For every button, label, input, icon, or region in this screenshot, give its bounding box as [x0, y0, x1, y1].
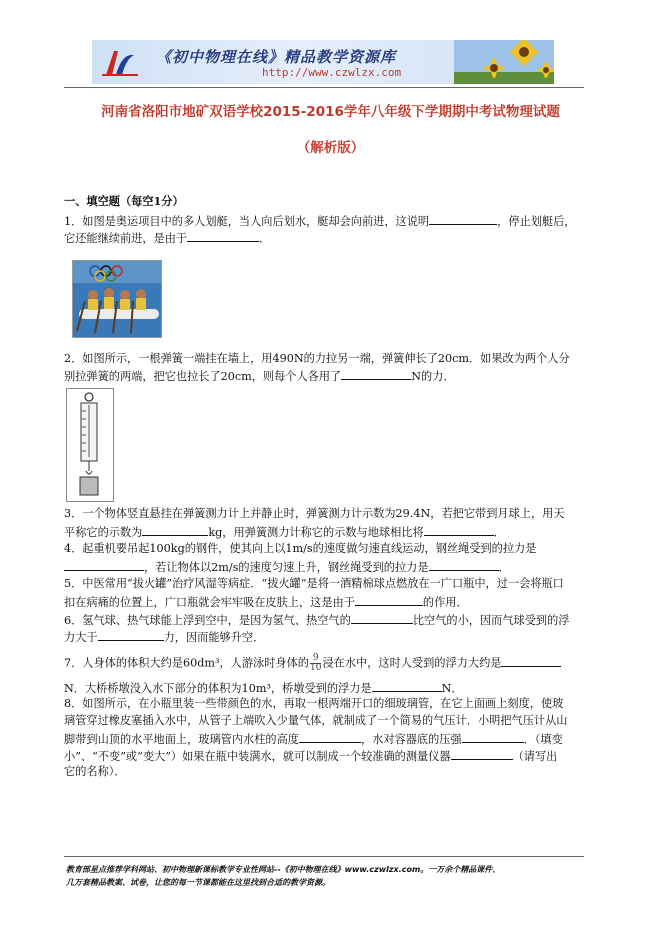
q7-text-b: 浸在水中，这时人受到的浮力大约是 [322, 656, 502, 670]
q5-blank-1[interactable] [355, 594, 423, 606]
question-2-line-1: 2．如图所示，一根弹簧一端挂在墙上，用490N的力拉另一端，弹簧伸长了20cm．如果改为两个人分 [64, 352, 570, 365]
question-8-line-3 [64, 731, 563, 747]
footer-line-1: 教育部星点推荐学科网站、初中物理新课标教学专业性网站--《初中物理在线》www.czwlzx.com。一万余个精品课件、 [66, 865, 501, 874]
q4-text-d: ． [498, 561, 510, 574]
q3-text-c: kg，用弹簧测力计称它的示数与地球相比将 [208, 526, 424, 539]
q6-blank-2[interactable] [98, 629, 164, 641]
question-7-line-2 [64, 680, 463, 696]
q7-blank-1[interactable] [501, 655, 561, 667]
q7-fraction [310, 654, 321, 673]
q7-fraction-denominator: 10 [310, 663, 322, 673]
q5-text-c: 的作用． [422, 596, 468, 609]
q1-text-c: 它还能继续前进，是由于 [64, 232, 188, 245]
q2-text-b: 别拉弹簧的两端，把它也拉长了20cm，则每个人各用了 [64, 370, 342, 383]
header-rule [64, 87, 584, 88]
rowing-boat-photo [72, 260, 162, 338]
section-heading: 一、填空题（每空1分） [64, 194, 184, 208]
question-8-line-5: 它的名称）． [64, 765, 126, 778]
question-8-line-2: 璃管穿过橡皮塞插入水中，从管子上端吹入少量气体，就制成了一个简易的气压计．小明把气压计从山 [64, 714, 568, 727]
q8-blank-1[interactable] [299, 731, 361, 743]
q2-text-c: N的力． [411, 370, 455, 383]
q8-text-g: （请写出 [512, 750, 558, 763]
q4-blank-1[interactable] [64, 559, 144, 571]
q1-blank-2[interactable] [187, 230, 259, 242]
sunflower-image [454, 40, 554, 84]
question-4-line-2 [64, 559, 510, 575]
footer-rule [64, 856, 584, 857]
q7-text-d: N． [441, 682, 463, 695]
q7-fraction-numerator: 9 [310, 654, 321, 664]
question-3-line-2 [64, 524, 505, 540]
question-2-line-2 [64, 368, 455, 384]
q6-text-a: 6．氢气球、热气球能上浮到空中，是因为氢气、热空气的 [64, 614, 351, 627]
question-5-line-2 [64, 594, 468, 610]
question-3-line-1: 3．一个物体竖直悬挂在弹簧测力计上并静止时，弹簧测力计示数为29.4N，若把它带到月球上，用天 [64, 507, 565, 520]
q8-text-f: 小”、“不变”或“变大”）如果在瓶中装满水，就可以制成一个较准确的测量仪器 [64, 750, 451, 763]
q6-text-d: 力，因而能够升空． [163, 631, 265, 644]
q1-text-b: ，停止划艇后， [497, 215, 576, 228]
q3-text-b: 平称它的示数为 [64, 526, 143, 539]
footer-line-2: 几万套精品教案、试卷，让您的每一节课都能在这里找到合适的教学资源。 [66, 878, 330, 887]
q1-text-a: 1．如图是奥运项目中的多人划艇，当人向后划水，艇却会向前进，这说明 [64, 215, 430, 228]
question-8-line-4 [64, 748, 557, 764]
q6-text-c: 力大于 [64, 631, 98, 644]
q1-blank-1[interactable] [429, 213, 497, 225]
q8-text-c: 脚带到山顶的水平地面上，玻璃管内水柱的高度 [64, 733, 299, 746]
q2-blank-1[interactable] [341, 368, 411, 380]
q8-blank-3[interactable] [451, 748, 513, 760]
question-6-line-2 [64, 629, 264, 645]
q8-text-d: ，水对容器底的压强 [360, 733, 462, 746]
banner-url[interactable]: http://www.czwlzx.com [262, 66, 402, 79]
question-8-line-1: 8．如图所示，在小瓶里装一些带颜色的水，再取一根两端开口的细玻璃管，在它上面画上刻度，使玻 [64, 697, 564, 710]
q1-text-d: ． [259, 232, 271, 245]
question-4-line-1: 4．起重机要吊起100kg的钢件，使其向上以1m/s的速度做匀速直线运动，钢丝绳受到的拉力是 [64, 542, 537, 555]
question-1-line-2 [64, 230, 270, 246]
q3-text-d: ． [493, 526, 505, 539]
header-banner [92, 40, 554, 84]
site-logo [100, 45, 140, 79]
question-5-line-1: 5．中医常用“拔火罐”治疗风湿等病症．“拔火罐”是将一酒精棉球点燃放在一广口瓶中，过一会将瓶口 [64, 577, 564, 590]
q4-blank-2[interactable] [429, 559, 499, 571]
document-title: 河南省洛阳市地矿双语学校2015-2016学年八年级下学期期中考试物理试题 [101, 104, 560, 120]
q4-text-c: ，若让物体以2m/s的速度匀速上升，钢丝绳受到的拉力是 [144, 561, 429, 574]
q3-blank-1[interactable] [142, 524, 208, 536]
q5-text-b: 扣在病痛的位置上，广口瓶就会牢牢吸在皮肤上，这是由于 [64, 596, 355, 609]
q3-blank-2[interactable] [424, 524, 494, 536]
q7-text-c: N．大桥桥墩没入水下部分的体积为10m³，桥墩受到的浮力是 [64, 682, 372, 695]
banner-title: 《初中物理在线》精品教学资源库 [156, 48, 397, 66]
question-6-line-1 [64, 612, 569, 628]
q6-text-b: 比空气的小，因而气球受到的浮 [412, 614, 570, 627]
question-7-line-1 [64, 654, 561, 673]
q8-text-e: ．（填变 [523, 733, 563, 746]
question-1-line-1 [64, 213, 575, 229]
document-subtitle: （解析版） [296, 140, 365, 156]
q7-text-a: 7．人身体的体积大约是60dm³，人游泳时身体的 [64, 656, 309, 670]
q6-blank-1[interactable] [351, 612, 413, 624]
q8-blank-2[interactable] [462, 731, 524, 743]
q7-blank-2[interactable] [372, 680, 442, 692]
spring-scale-figure [66, 388, 114, 502]
